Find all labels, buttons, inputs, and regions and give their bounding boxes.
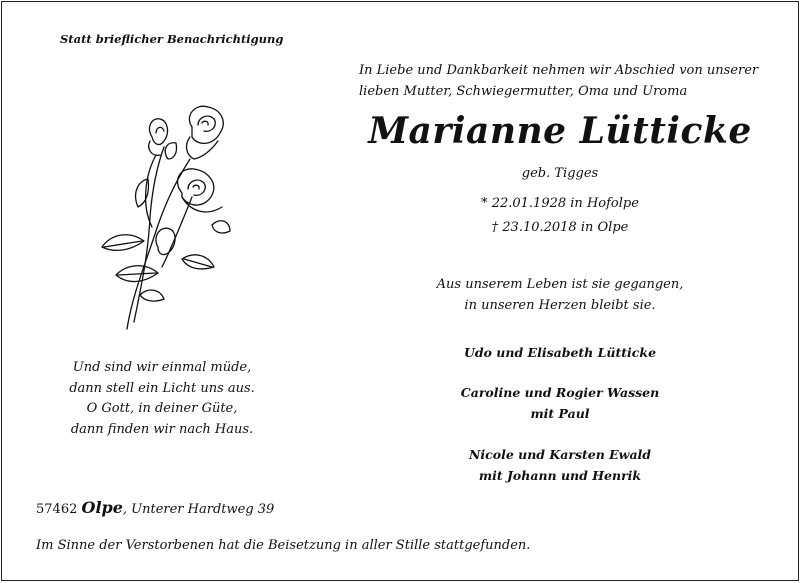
family-group (359, 444, 761, 486)
poem-line: Und sind wir einmal müde, (72, 360, 252, 375)
poem-line: dann stell ein Licht uns aus. (69, 380, 255, 396)
death-date: † 23.10.2018 in Olpe (491, 220, 629, 235)
family-line: mit Paul (530, 406, 590, 421)
quote-line: Aus unserem Leben ist sie gegangen, (436, 277, 684, 292)
birth-date: * 22.01.1928 in Hofolpe (481, 196, 639, 211)
intro-line: In Liebe und Dankbarkeit nehmen wir Abschied von unserer (359, 63, 759, 78)
family-line: Udo und Elisabeth Lütticke (463, 345, 657, 360)
obituary-card (1, 1, 799, 581)
quote-line: in unseren Herzen bleibt sie. (464, 298, 656, 313)
family-line: Caroline und Rogier Wassen (460, 385, 660, 400)
rose-illustration-icon (72, 97, 232, 332)
family-line: mit Johann und Henrik (478, 468, 642, 483)
family-group (359, 382, 761, 424)
poem-line: dann finden wir nach Haus. (70, 421, 254, 437)
address-city: Olpe (81, 498, 123, 517)
intro-line: lieben Mutter, Schwiegermutter, Oma und Uroma (359, 84, 688, 99)
poem (32, 358, 292, 440)
header-note: Statt brieflicher Benachrichtigung (60, 32, 284, 46)
family-line: Nicole und Karsten Ewald (468, 447, 652, 462)
address (36, 498, 274, 517)
burial-notice: Im Sinne der Verstorbenen hat die Beisetzung in aller Stille stattgefunden. (36, 538, 531, 553)
address-street: , Unterer Hardtweg 39 (122, 502, 275, 517)
deceased-name: Marianne Lütticke (368, 110, 752, 152)
poem-line: O Gott, in deiner Güte, (86, 401, 238, 416)
intro-text (359, 60, 761, 102)
address-zip: 57462 (36, 502, 78, 517)
family-group (359, 342, 761, 363)
birth-name: geb. Tigges (521, 166, 599, 181)
memorial-quote (359, 274, 761, 316)
